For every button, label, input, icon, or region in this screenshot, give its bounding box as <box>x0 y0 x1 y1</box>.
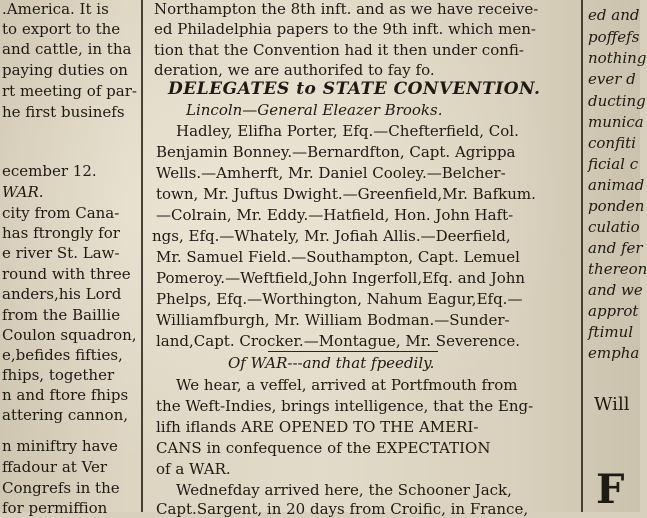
delegate-line: Hadley, Elifha Porter, Efq.—Chefterfield, Col. <box>176 122 519 140</box>
delegate-line: land,Capt. Crocker.—Montague, Mr. Severence. <box>156 332 521 350</box>
right-line: Will <box>594 394 630 415</box>
delegate-line: Wells.—Amherft, Mr. Daniel Cooley.—Belcher- <box>156 164 506 182</box>
right-line: ed and <box>588 6 640 24</box>
left-line: ffadour at Ver <box>2 458 108 476</box>
right-line: and we <box>588 281 643 299</box>
column-rule-left <box>141 0 143 512</box>
left-line: and cattle, in tha <box>2 40 132 58</box>
left-heading: WAR. <box>2 183 44 201</box>
delegate-line: —Colrain, Mr. Eddy.—Hatfield, Hon. John Haft- <box>156 206 514 224</box>
right-line: ficial c <box>588 155 639 173</box>
left-line: round with three <box>2 265 131 283</box>
article-line: lifh iflands ARE OPENED TO THE AMERI- <box>156 418 479 436</box>
middle-column <box>148 0 578 518</box>
delegate-line: Williamfburgh, Mr. William Bodman.—Sunder- <box>156 311 510 329</box>
delegate-line: Phelps, Efq.—Worthington, Nahum Eagur,Efq.— <box>156 290 523 308</box>
left-line: n miniftry have <box>2 437 118 455</box>
delegate-line: town, Mr. Juftus Dwight.—Greenfield,Mr. Bafkum. <box>156 185 536 203</box>
column-rule-right <box>581 0 583 512</box>
right-line: ducting <box>588 92 646 110</box>
article-line: CANS in confequence of the EXPECTATION <box>156 439 491 457</box>
delegate-line: Pomeroy.—Weftfield,John Ingerfoll,Efq. and John <box>156 269 526 287</box>
article-line: Wednefday arrived here, the Schooner Jack, <box>176 481 512 499</box>
right-line: thereon <box>588 260 647 278</box>
intro-line: ed Philadelphia papers to the 9th inft. which men- <box>154 20 536 38</box>
article-line: Capt.Sargent, in 20 days from Croific, in France, <box>156 500 529 518</box>
left-line: he first businefs <box>2 103 125 121</box>
section-divider <box>268 351 438 352</box>
delegate-line: ngs, Efq.—Whately, Mr. Jofiah Allis.—Deerfield, <box>152 227 511 245</box>
left-line: from the Baillie <box>2 306 121 324</box>
left-line: rt meeting of par- <box>2 82 137 100</box>
article-line: We hear, a veffel, arrived at Portfmouth from <box>176 376 518 394</box>
left-line: paying duties on <box>2 61 128 79</box>
right-line: nothing <box>588 49 647 67</box>
right-line: ever d <box>588 70 636 88</box>
left-line: for permiffion <box>2 499 108 517</box>
left-column <box>0 0 137 517</box>
left-line: Congrefs in the <box>2 479 120 497</box>
left-line: to export to the <box>2 20 121 38</box>
right-line: ponden <box>588 197 645 215</box>
left-date: ecember 12. <box>2 162 97 180</box>
intro-line: deration, we are authorifed to fay fo. <box>154 61 435 79</box>
left-line: attering cannon, <box>2 406 128 424</box>
right-line: ftimul <box>588 323 634 341</box>
left-line: e river St. Law- <box>2 244 120 262</box>
right-line: approt <box>588 302 639 320</box>
delegate-line: Benjamin Bonney.—Bernardfton, Capt. Agrippa <box>156 143 516 161</box>
left-line: has ftrongly for <box>2 224 120 242</box>
right-column <box>588 0 647 513</box>
right-line: empha <box>588 344 640 362</box>
left-line: anders,his Lord <box>2 285 122 303</box>
delegate-line: Mr. Samuel Field.—Southampton, Capt. Lemuel <box>156 248 520 266</box>
right-line: poffefs <box>588 28 640 46</box>
right-line: animad <box>588 176 645 194</box>
section-heading: DELEGATES to STATE CONVENTION. <box>168 79 541 99</box>
right-line: culatio <box>588 218 640 236</box>
right-line: confiti <box>588 134 636 152</box>
left-line: n and ftore fhips <box>2 386 129 404</box>
left-line: city from Cana- <box>2 204 120 222</box>
intro-line: Northampton the 8th inft. and as we have receive- <box>154 0 539 18</box>
right-line: and fer <box>588 239 643 257</box>
left-line: fhips, together <box>2 366 115 384</box>
article-subheading: Of WAR---and that fpeedily. <box>228 354 435 372</box>
left-line: .America. It is <box>2 0 109 18</box>
left-line: Coulon squadron, <box>2 326 137 344</box>
left-line: e,befides fifties, <box>2 346 123 364</box>
right-large-letter: F <box>596 466 625 513</box>
intro-line: tion that the Convention had it then under confi- <box>154 41 524 59</box>
article-line: of a WAR. <box>156 460 231 478</box>
article-line: the Weft-Indies, brings intelligence, that the Eng- <box>156 397 534 415</box>
delegate-line: Lincoln—General Eleazer Brooks. <box>186 101 443 119</box>
right-line: munica <box>588 113 644 131</box>
